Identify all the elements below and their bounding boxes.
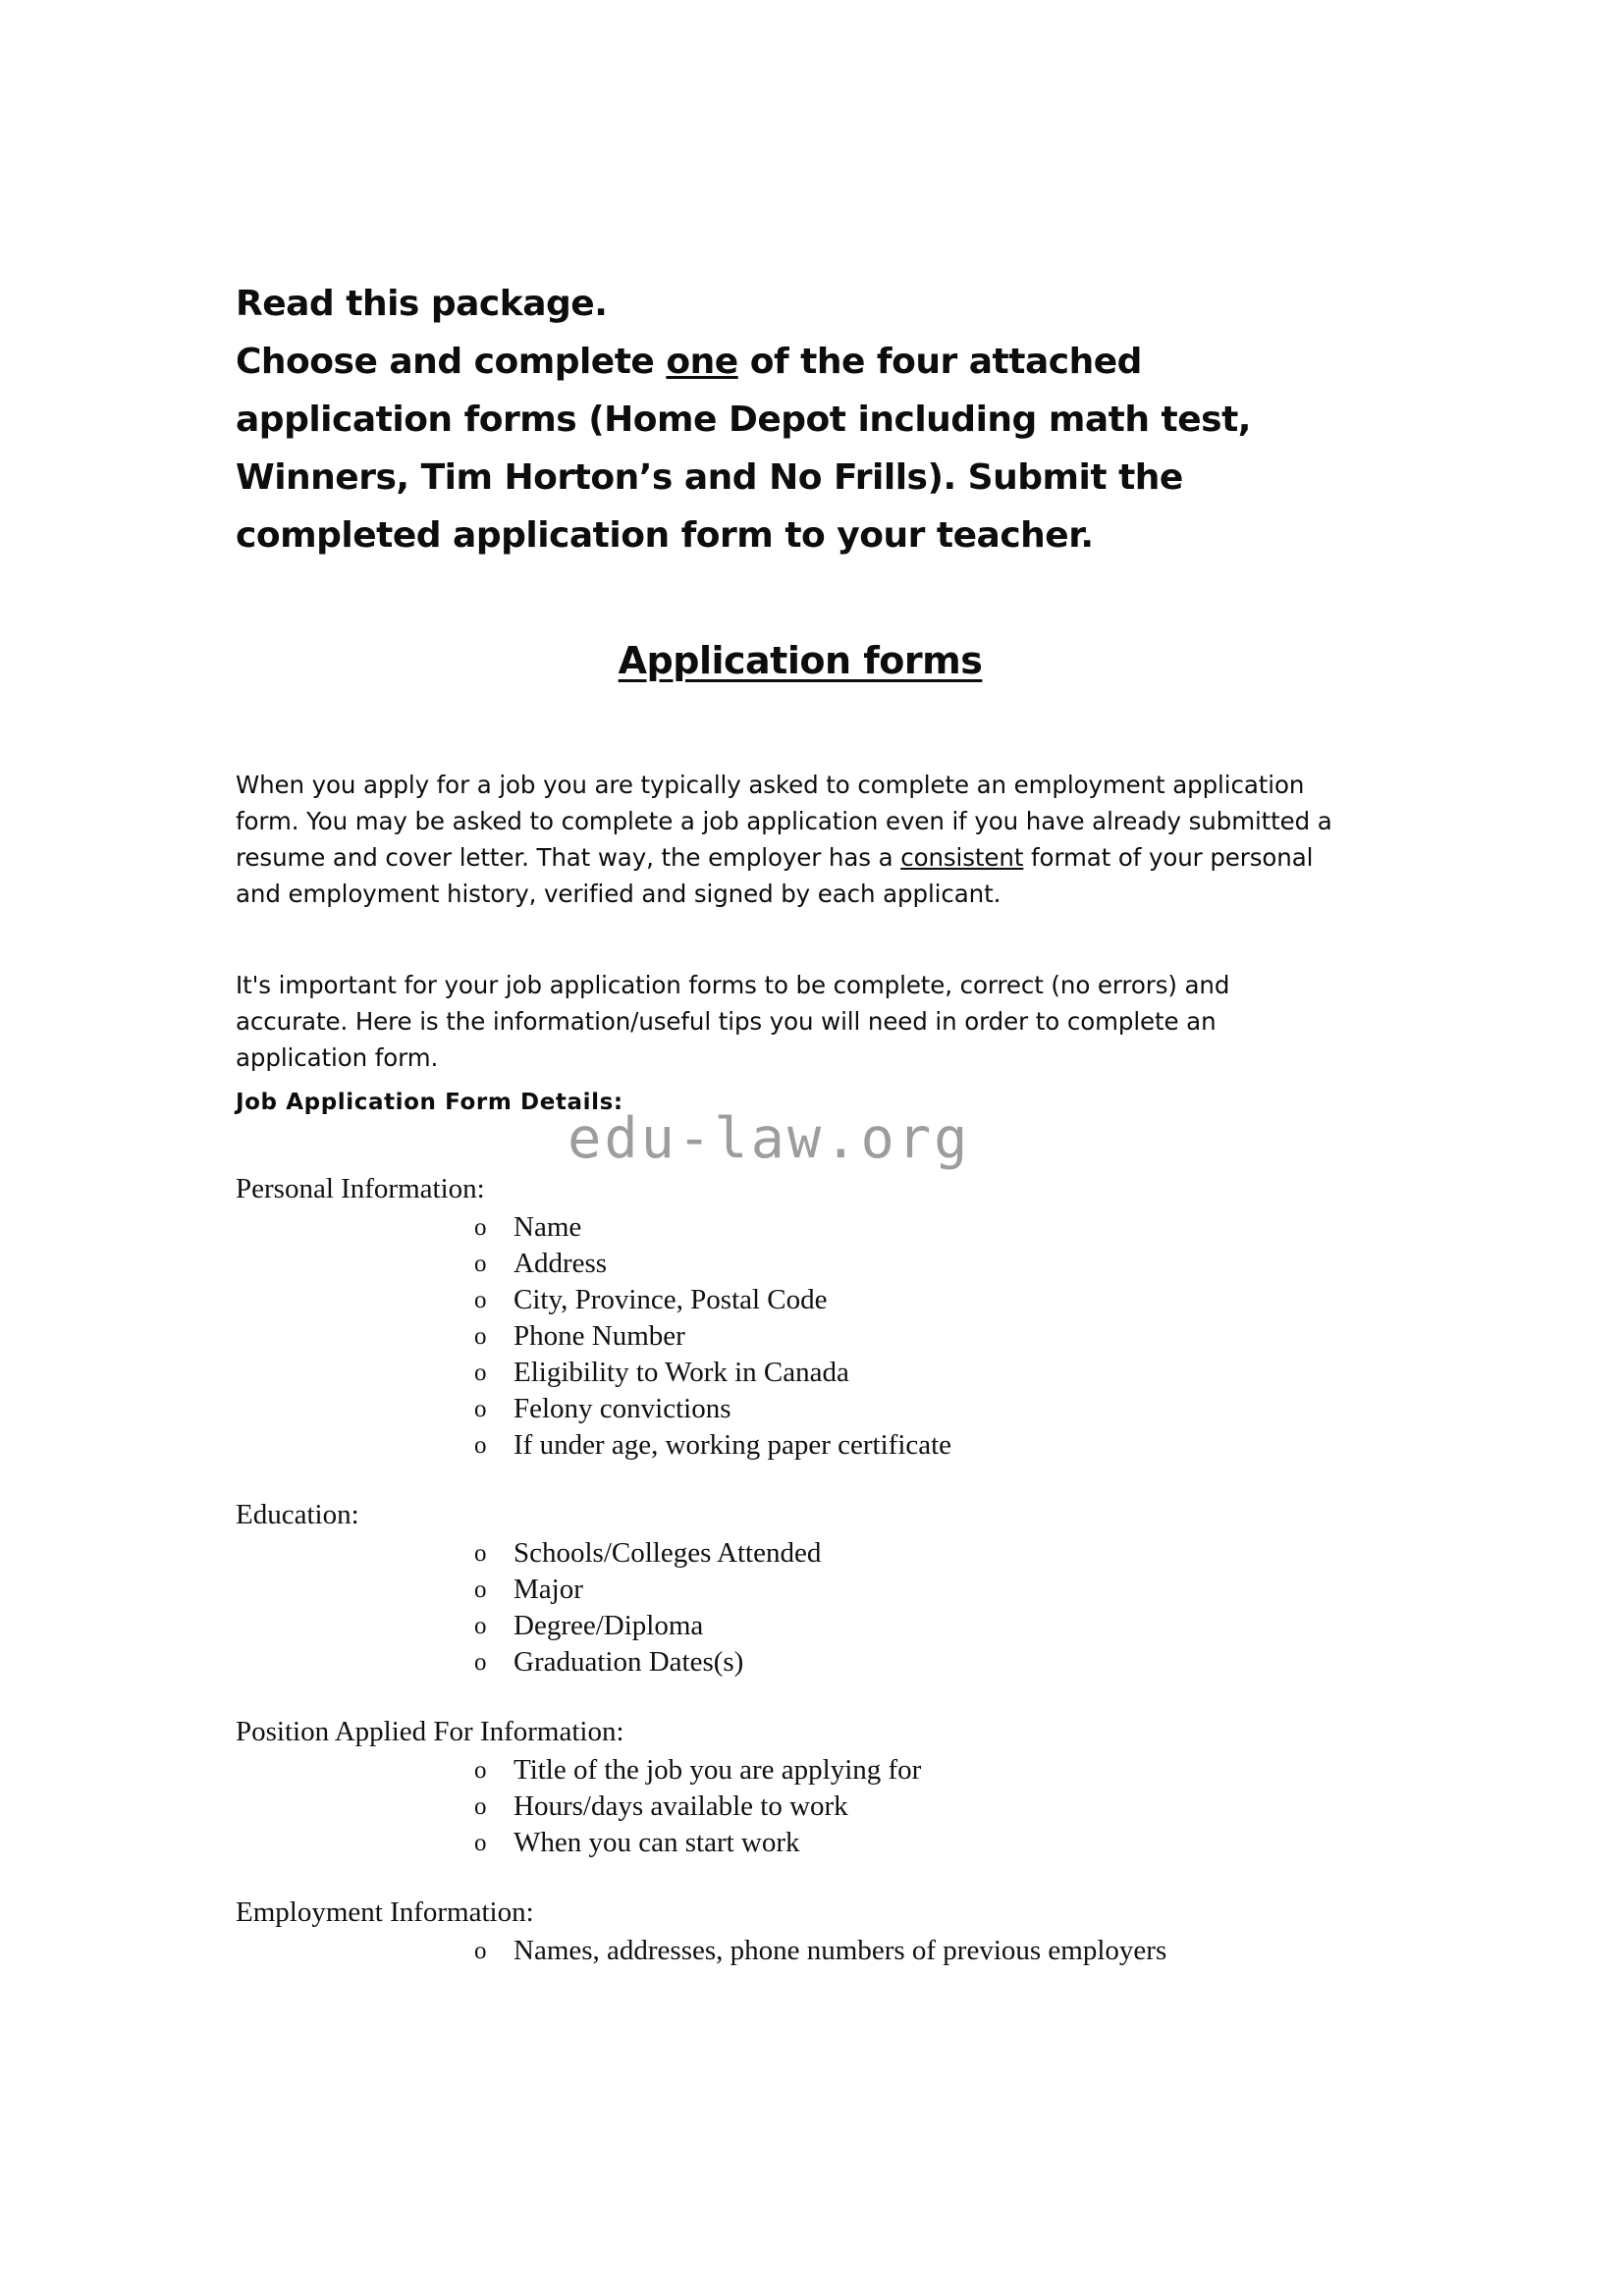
paragraph-importance: It's important for your job application forms to be complete, correct (no errors) and accurate. Here is the information/useful tips you will need in order to complete an application form. <box>236 970 1230 1072</box>
section-position-applied-for <box>236 1714 1355 1861</box>
list-item <box>236 1318 1355 1355</box>
intro-line-2-post: of the four attached application forms (Home Depot including math test, Winners, Tim Horton’s and No Frills). Submit the completed application form to your teacher. <box>236 342 1251 556</box>
list-item-label: Schools/Colleges Attended <box>514 1537 822 1569</box>
bullet-list <box>236 1752 1355 1861</box>
list-item-label: Names, addresses, phone numbers of previous employers <box>514 1935 1167 1966</box>
list-item <box>236 1825 1355 1861</box>
watermark: edu-law.org <box>568 1106 971 1171</box>
paragraph-1-emphasis-consistent: consistent <box>900 842 1024 872</box>
detail-sections <box>236 1171 1355 1969</box>
circle-bullet-icon: o <box>474 1360 487 1386</box>
list-item <box>236 1752 1355 1789</box>
list-item-label: Degree/Diploma <box>514 1610 704 1641</box>
list-item <box>236 1427 1355 1464</box>
list-item-label: If under age, working paper certificate <box>514 1429 952 1461</box>
circle-bullet-icon: o <box>474 1214 487 1241</box>
intro-instructions <box>236 275 1325 564</box>
list-item <box>236 1535 1355 1572</box>
list-item-label: Name <box>514 1211 582 1243</box>
section-heading: Employment Information: <box>236 1896 534 1928</box>
list-item <box>236 1282 1355 1318</box>
section-heading: Position Applied For Information: <box>236 1716 624 1747</box>
circle-bullet-icon: o <box>474 1613 487 1639</box>
bullet-list <box>236 1933 1355 1969</box>
circle-bullet-icon: o <box>474 1830 487 1856</box>
list-item <box>236 1933 1355 1969</box>
circle-bullet-icon: o <box>474 1793 487 1820</box>
intro-line-2-pre: Choose and complete <box>236 342 667 382</box>
circle-bullet-icon: o <box>474 1323 487 1350</box>
list-item-label: Major <box>514 1574 583 1605</box>
paragraph-intro <box>236 767 1343 912</box>
intro-line-2 <box>236 333 1325 564</box>
intro-line-1: Read this package. <box>236 284 608 324</box>
list-item-label: Title of the job you are applying for <box>514 1754 922 1786</box>
paragraph-1-pre: When you apply for a job you are typically asked to complete an employment application form. You may be asked to complete a job application even if you have already submitted a resume and cover letter. That way, the employer has a <box>236 770 1332 872</box>
bullet-list <box>236 1535 1355 1681</box>
circle-bullet-icon: o <box>474 1540 487 1567</box>
list-item-label: Graduation Dates(s) <box>514 1646 744 1678</box>
bullet-list <box>236 1209 1355 1464</box>
section-personal-information <box>236 1171 1355 1464</box>
list-item <box>236 1246 1355 1282</box>
list-item-label: Hours/days available to work <box>514 1790 848 1822</box>
list-item-label: Phone Number <box>514 1320 685 1352</box>
list-item <box>236 1572 1355 1608</box>
circle-bullet-icon: o <box>474 1287 487 1313</box>
section-employment-information <box>236 1895 1355 1969</box>
circle-bullet-icon: o <box>474 1396 487 1422</box>
section-heading: Education: <box>236 1499 359 1530</box>
circle-bullet-icon: o <box>474 1649 487 1676</box>
list-item <box>236 1209 1355 1246</box>
list-item-label: Felony convictions <box>514 1393 731 1424</box>
paragraph-1-post: format of your personal and employment history, verified and signed by each applicant. <box>236 842 1314 908</box>
list-item-label: When you can start work <box>514 1827 800 1858</box>
list-item <box>236 1644 1355 1681</box>
circle-bullet-icon: o <box>474 1757 487 1784</box>
section-heading: Personal Information: <box>236 1173 485 1204</box>
intro-emphasis-one: one <box>666 342 738 382</box>
list-item <box>236 1789 1355 1825</box>
list-item <box>236 1355 1355 1391</box>
list-item <box>236 1608 1355 1644</box>
page-title <box>236 638 1365 683</box>
page-title-text: Application forms <box>618 639 983 682</box>
circle-bullet-icon: o <box>474 1576 487 1603</box>
circle-bullet-icon: o <box>474 1938 487 1964</box>
section-education <box>236 1497 1355 1681</box>
list-item-label: City, Province, Postal Code <box>514 1284 828 1315</box>
list-item-label: Eligibility to Work in Canada <box>514 1357 849 1388</box>
list-item-label: Address <box>514 1248 608 1279</box>
circle-bullet-icon: o <box>474 1251 487 1277</box>
list-item <box>236 1391 1355 1427</box>
details-label: Job Application Form Details: <box>236 1090 623 1115</box>
circle-bullet-icon: o <box>474 1432 487 1459</box>
